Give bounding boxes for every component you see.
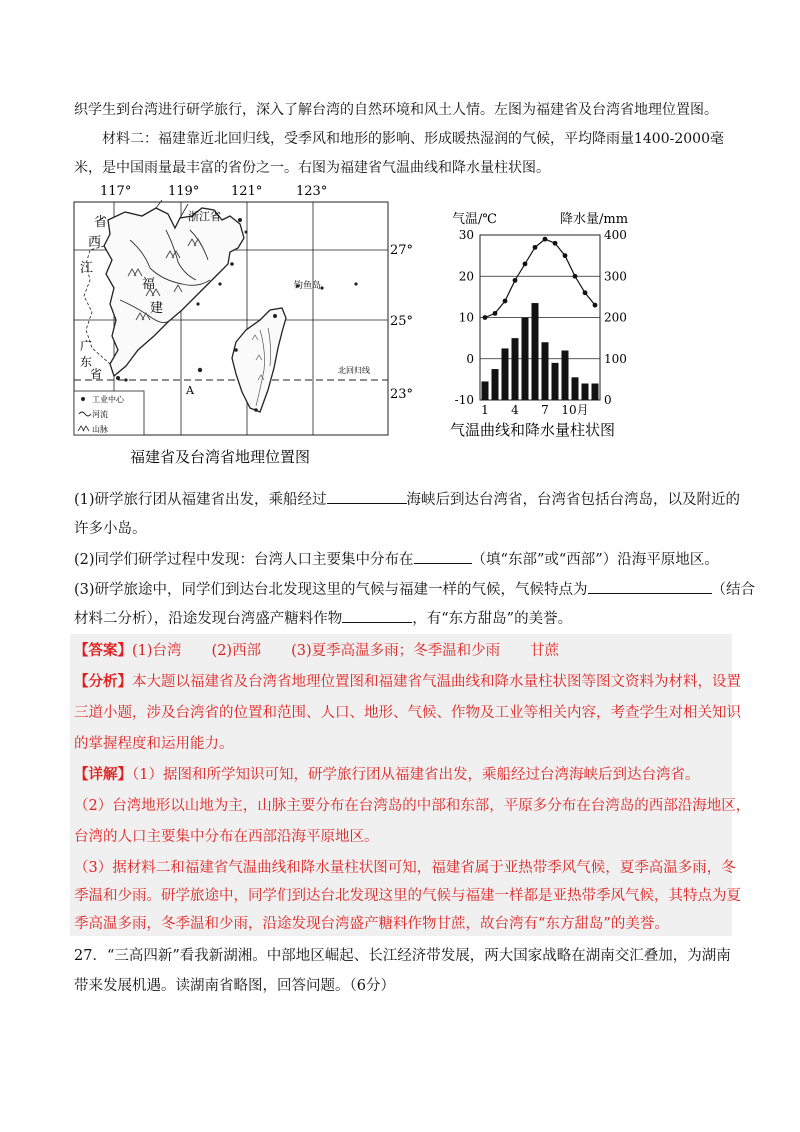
answer-4: 甘蔗 — [530, 643, 560, 659]
detail-p2-line-1: （2）台湾地形以山地为主，山脉主要分布在台湾岛的中部和东部，平原多分布在台湾岛的西部沿海地区， — [74, 798, 751, 814]
precipitation-bar — [562, 351, 569, 401]
question-2-part-a: (2)同学们研学过程中发现：台湾人口主要集中分布在 — [74, 552, 414, 568]
detail-p3-line-3: 季高温多雨，冬季温和少雨，沿途发现台湾盛产糖料作物甘蔗，故台湾有“东方甜岛”的美誉。 — [74, 916, 669, 932]
lon-label-119: 119° — [168, 184, 200, 199]
intro-line-2: 材料二：福建靠近北回归线，受季风和地形的影响、形成暖热湿润的气候，平均降雨量1400-2000毫 — [102, 131, 724, 147]
analysis-tag: 【分析】 — [74, 673, 132, 690]
temperature-point — [563, 253, 568, 258]
temperature-point — [513, 278, 518, 283]
temperature-tick-label: 10 — [458, 310, 474, 325]
map-caption: 福建省及台湾省地理位置图 — [130, 448, 311, 466]
lat-label-25: 25° — [390, 314, 414, 329]
detail-line-1 — [74, 764, 699, 786]
temperature-tick-label: 0 — [466, 351, 474, 366]
question-27-line-1: 27．“三高四新”看我新湖湘。中部地区崛起、长江经济带发展，两大国家战略在湖南交汇叠加，为湖南 — [74, 948, 731, 964]
precipitation-tick-label: 400 — [604, 228, 627, 242]
temperature-tick-label: -10 — [454, 393, 474, 407]
tropic-label: 北回归线 — [338, 366, 370, 375]
temperature-tick-label: 30 — [458, 228, 474, 242]
jiangxi-label-2: 西 — [88, 235, 102, 250]
month-tick-label: 10月 — [561, 403, 589, 417]
temperature-point — [493, 311, 498, 316]
climate-chart — [440, 205, 640, 440]
question-3-blank-2[interactable] — [342, 608, 412, 623]
jiangxi-label-1: 省 — [94, 215, 108, 230]
question-1-line-2: 许多小岛。 — [74, 521, 147, 537]
precipitation-tick-label: 300 — [604, 269, 627, 284]
industry-center-icon — [81, 397, 85, 401]
precipitation-bar — [542, 342, 549, 400]
question-3-part-a: (3)研学旅途中，同学们到达台北发现这里的气候与福建一样的气候，气候特点为 — [74, 582, 588, 598]
analysis-text-1: 本大题以福建省及台湾省地理位置图和福建省气温曲线和降水量柱状图等图文资料为材料，设置 — [132, 674, 741, 690]
lat-label-23: 23° — [390, 387, 414, 402]
temperature-point — [533, 245, 538, 250]
fujian-label-2: 建 — [150, 301, 164, 316]
taiwan-island — [232, 308, 286, 412]
month-tick-label: 7 — [541, 403, 549, 417]
detail-p3-line-2: 季温和少雨。研学旅途中，同学们到达台北发现这里的气候与福建一样都是亚热带季风气候，其特点为夏 — [74, 888, 741, 904]
temperature-point — [553, 241, 558, 246]
guangdong-label-2: 东 — [80, 355, 93, 369]
detail-p1: （1）据图和所学知识可知，研学旅行团从福建省出发，乘船经过台湾海峡后到达台湾省。 — [132, 767, 700, 783]
question-1-blank[interactable] — [327, 489, 407, 504]
precipitation-bar — [502, 348, 509, 400]
precipitation-bar — [482, 381, 489, 400]
temperature-tick-label: 20 — [458, 269, 474, 284]
temperature-point — [483, 315, 488, 320]
answer-line — [74, 640, 559, 662]
precipitation-bar — [532, 303, 539, 400]
answer-tag: 【答案】 — [74, 642, 132, 659]
question-3-part-d: ，有“东方甜岛”的美誉。 — [412, 611, 573, 627]
month-tick-label: 1 — [481, 403, 489, 417]
intro-line-1: 织学生到台湾进行研学旅行，深入了解台湾的自然环境和风土人情。左图为福建省及台湾省地理位置图。 — [74, 102, 718, 118]
question-3-part-b: （结合 — [711, 582, 756, 598]
detail-tag: 【详解】 — [74, 766, 132, 783]
question-3-line-2 — [74, 608, 572, 630]
analysis-line-2: 三道小题，涉及台湾省的位置和范围、人口、地形、气候、作物及工业等相关内容，考查学生对相关知识 — [74, 705, 741, 721]
legend-industry: 工业中心 — [92, 395, 124, 404]
detail-p2-line-2: 台湾的人口主要集中分布在西部沿海平原地区。 — [74, 829, 379, 845]
point-a-label: A — [186, 384, 194, 397]
month-tick-label: 4 — [511, 403, 519, 417]
precipitation-bar — [582, 384, 589, 401]
temperature-point — [503, 299, 508, 304]
lon-label-117: 117° — [100, 184, 132, 199]
precipitation-bar — [492, 369, 499, 400]
answer-2: (2)西部 — [211, 643, 262, 659]
diaoyu-label: 钓鱼岛 — [294, 281, 322, 291]
temperature-point — [593, 303, 598, 308]
precipitation-tick-label: 0 — [604, 393, 612, 407]
intro-line-3: 米，是中国雨量最丰富的省份之一。右图为福建省气温曲线和降水量柱状图。 — [74, 160, 550, 176]
question-1-part-a: (1)研学旅行团从福建省出发，乘船经过 — [74, 492, 327, 508]
answer-3: (3)夏季高温多雨；冬季温和少雨 — [291, 643, 501, 659]
chart-title: 气温曲线和降水量柱状图 — [450, 421, 616, 439]
zhejiang-label: 浙江省 — [188, 210, 221, 223]
lon-label-123: 123° — [296, 184, 328, 199]
question-27-line-2: 带来发展机遇。读湖南省略图，回答问题。（6分） — [74, 978, 395, 994]
legend-mountain: 山脉 — [92, 425, 108, 434]
temperature-point — [583, 290, 588, 295]
guangdong-label-1: 广 — [80, 339, 93, 353]
question-3-line-1 — [74, 579, 755, 601]
jiangxi-label-3: 江 — [80, 261, 94, 276]
analysis-line-1 — [74, 671, 741, 693]
analysis-line-3: 的掌握程度和运用能力。 — [74, 736, 234, 752]
fujian-label-1: 福 — [142, 277, 156, 292]
precipitation-bar — [512, 338, 519, 400]
precipitation-bar — [592, 384, 599, 401]
temperature-point — [543, 237, 548, 242]
precipitation-axis-title: 降水量/mm — [560, 212, 629, 227]
temperature-point — [523, 261, 528, 266]
temperature-axis-title: 气温/℃ — [452, 212, 497, 227]
lon-label-121: 121° — [231, 184, 263, 199]
precipitation-bar — [522, 318, 529, 401]
precipitation-tick-label: 200 — [604, 310, 627, 325]
precipitation-bar — [552, 363, 559, 400]
temperature-line — [485, 239, 595, 317]
legend-river: 河流 — [92, 410, 108, 419]
precipitation-bar — [572, 377, 579, 400]
guangdong-label-3: 省 — [90, 367, 103, 381]
question-2-line — [74, 549, 719, 571]
detail-p3-line-1: （3）据材料二和福建省气温曲线和降水量柱状图可知，福建省属于亚热带季风气候，夏季高温多雨，冬 — [74, 860, 736, 876]
question-1-line-1 — [74, 489, 740, 511]
question-2-blank[interactable] — [414, 549, 472, 564]
precipitation-tick-label: 100 — [604, 351, 627, 366]
question-3-part-c: 材料二分析），沿途发现台湾盛产糖料作物 — [74, 611, 343, 627]
fujian-taiwan-map — [70, 180, 430, 470]
answer-1: (1)台湾 — [132, 643, 182, 659]
question-2-part-b: （填“东部”或“西部”）沿海平原地区。 — [471, 552, 719, 568]
question-1-part-b: 海峡后到达台湾省，台湾省包括台湾岛，以及附近的 — [406, 492, 741, 508]
temperature-point — [573, 274, 578, 279]
lat-label-27: 27° — [390, 243, 414, 258]
question-3-blank-1[interactable] — [588, 579, 712, 594]
